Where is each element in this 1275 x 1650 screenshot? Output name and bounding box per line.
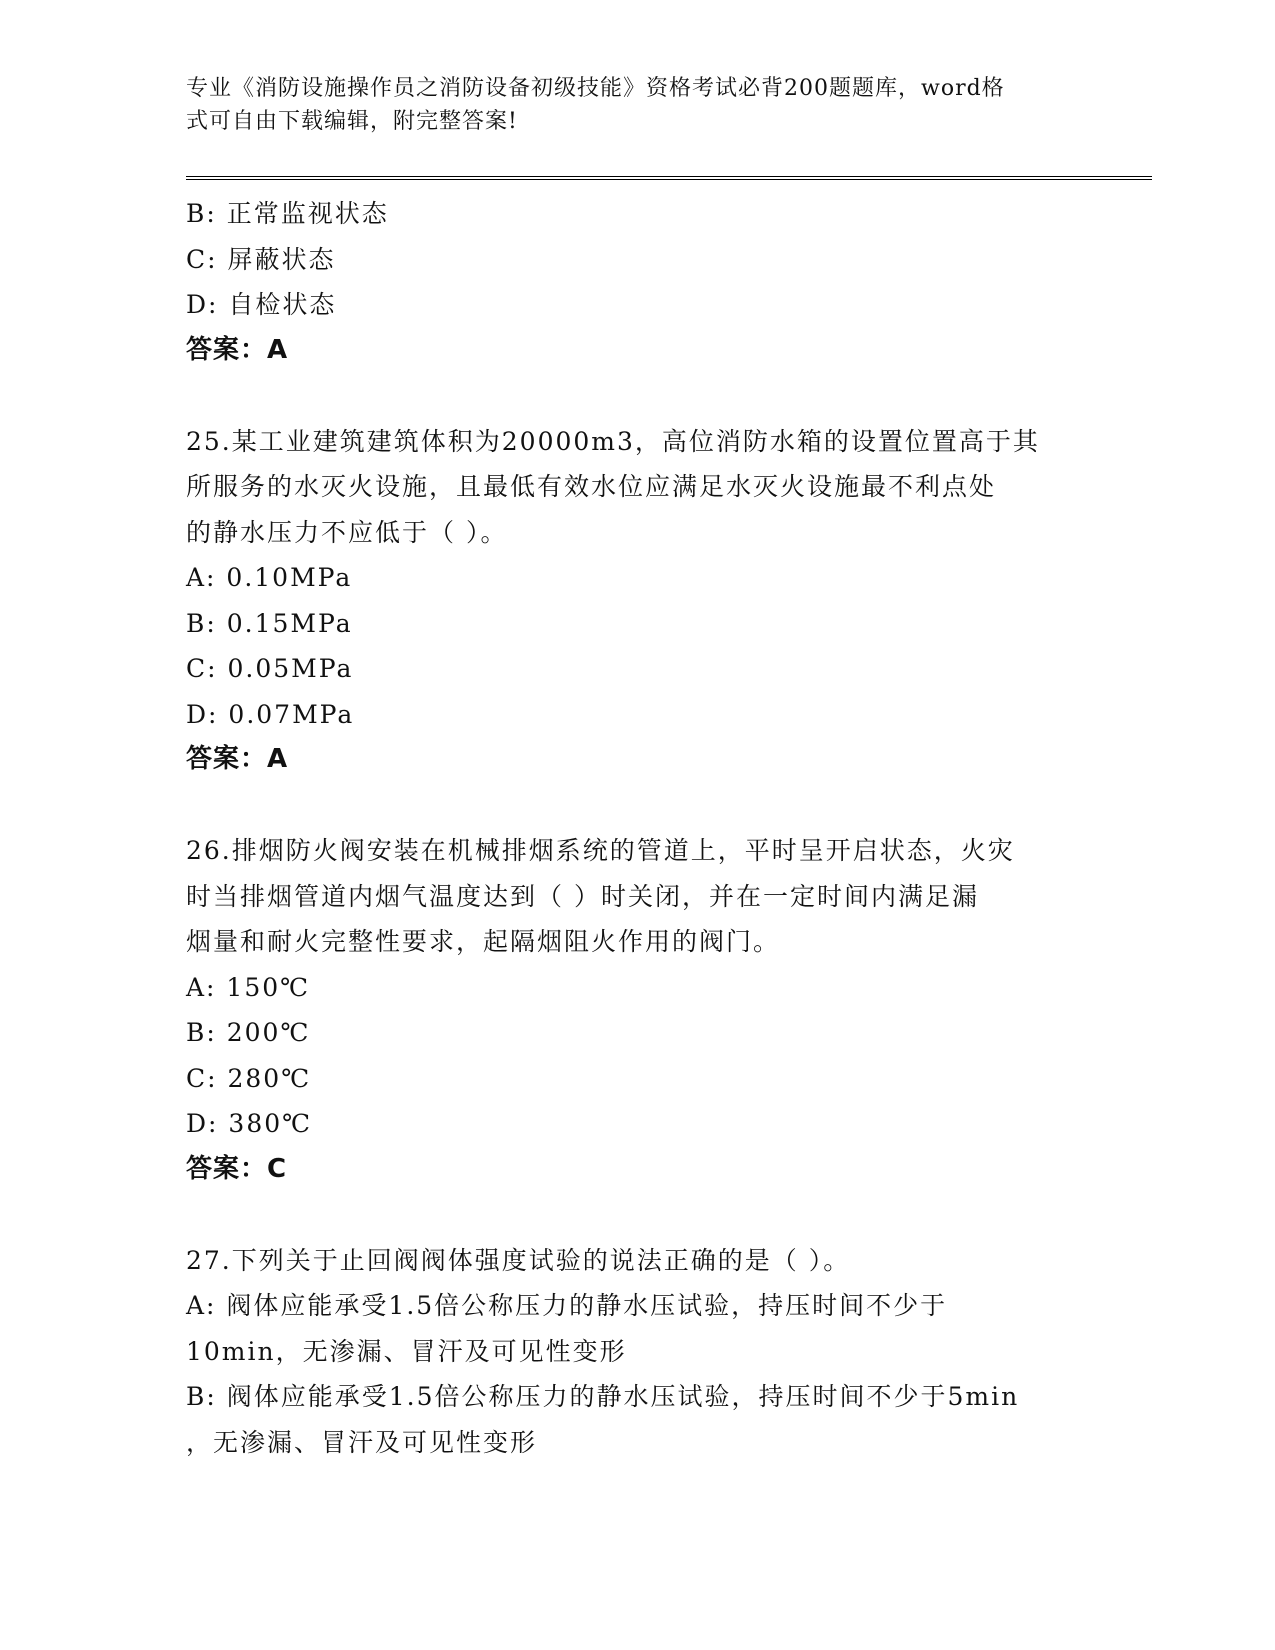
question-24-continued xyxy=(186,191,1086,373)
document-header xyxy=(186,72,1066,138)
question-stem-line: 时当排烟管道内烟气温度达到（ ）时关闭，并在一定时间内满足漏 xyxy=(186,881,979,911)
question-stem-line: 26.排烟防火阀安装在机械排烟系统的管道上，平时呈开启状态，火灾 xyxy=(186,836,1015,865)
header-double-rule xyxy=(186,176,1152,180)
option-b: B: 200℃ xyxy=(186,1018,311,1047)
option-b: B: 阀体应能承受1.5倍公称压力的静水压试验，持压时间不少于5min xyxy=(186,1382,1020,1411)
option-c: C: 280℃ xyxy=(186,1063,312,1093)
spacer xyxy=(186,783,1086,829)
spacer xyxy=(186,373,1086,419)
question-25 xyxy=(186,419,1086,783)
spacer xyxy=(186,1192,1086,1238)
option-d: D: 0.07MPa xyxy=(186,699,355,729)
question-27 xyxy=(186,1238,1086,1466)
header-title-line-1: 专业《消防设施操作员之消防设备初级技能》资格考试必背200题题库，word格 xyxy=(186,76,1005,101)
option-b-continued: ，无渗漏、冒汗及可见性变形 xyxy=(186,1427,538,1457)
option-c: C: 屏蔽状态 xyxy=(186,244,336,274)
document-body xyxy=(186,191,1086,1465)
option-a: A: 阀体应能承受1.5倍公称压力的静水压试验，持压时间不少于 xyxy=(186,1291,948,1320)
question-26 xyxy=(186,828,1086,1192)
option-a: A: 0.10MPa xyxy=(186,563,353,592)
option-a-continued: 10min，无渗漏、冒汗及可见性变形 xyxy=(186,1336,627,1366)
question-stem-line: 所服务的水灭火设施，且最低有效水位应满足水灭火设施最不利点处 xyxy=(186,472,997,501)
question-stem-line: 烟量和耐火完整性要求，起隔烟阻火作用的阀门。 xyxy=(186,927,781,956)
question-stem-line: 25.某工业建筑建筑体积为20000m3，高位消防水箱的设置位置高于其 xyxy=(186,426,1040,456)
question-stem-line: 的静水压力不应低于（ ）。 xyxy=(186,517,508,547)
option-d: D: 380℃ xyxy=(186,1109,313,1138)
option-b: B: 0.15MPa xyxy=(186,608,353,638)
option-b: B: 正常监视状态 xyxy=(186,199,389,228)
answer-line: 答案：C xyxy=(186,1153,288,1184)
option-d: D: 自检状态 xyxy=(186,290,337,319)
answer-line: 答案：A xyxy=(186,334,289,365)
header-title-line-2: 式可自由下载编辑，附完整答案! xyxy=(186,109,518,134)
answer-line: 答案：A xyxy=(186,744,289,774)
question-stem-line: 27.下列关于止回阀阀体强度试验的说法正确的是（ ）。 xyxy=(186,1245,851,1275)
option-c: C: 0.05MPa xyxy=(186,654,354,683)
option-a: A: 150℃ xyxy=(186,972,311,1002)
